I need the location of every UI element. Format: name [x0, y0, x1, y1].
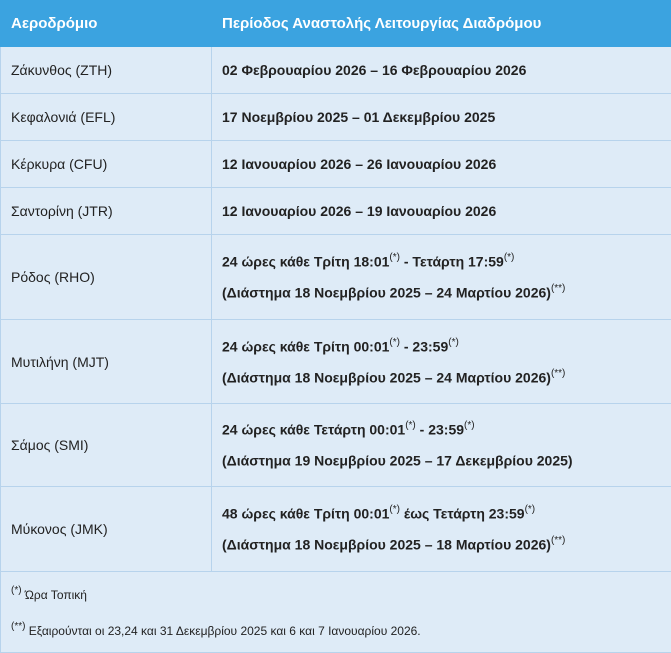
schedule-line: [222, 253, 671, 270]
interval-text: (Διάστημα 18 Νοεμβρίου 2025 – 24 Μαρτίου 2026): [222, 369, 551, 385]
period-cell: [212, 320, 671, 404]
table-row: [1, 487, 671, 572]
airport-cell: Κεφαλονιά (EFL): [1, 94, 212, 141]
schedule-end: - 23:59: [416, 422, 464, 438]
airport-cell: Σάμος (SMI): [1, 404, 212, 487]
footnote-marker: (**): [551, 368, 565, 379]
period-cell: [212, 404, 671, 487]
table-row: [1, 235, 671, 320]
interval-line: [222, 536, 671, 553]
schedule-start: 24 ώρες κάθε Τρίτη 00:01: [222, 339, 389, 355]
footnote-marker: (*): [464, 420, 475, 431]
period-cell: 12 Ιανουαρίου 2026 – 19 Ιανουαρίου 2026: [212, 188, 671, 235]
notes-cell: [1, 572, 671, 653]
footnote-marker: (*): [11, 585, 22, 596]
interval-line: [222, 369, 671, 386]
airport-cell: Σαντορίνη (JTR): [1, 188, 212, 235]
airport-cell: Κέρκυρα (CFU): [1, 141, 212, 188]
interval-text: (Διάστημα 18 Νοεμβρίου 2025 – 18 Μαρτίου 2026): [222, 537, 551, 553]
period-cell: [212, 235, 671, 320]
header-airport: Αεροδρόμιο: [1, 1, 212, 47]
header-period: Περίοδος Αναστολής Λειτουργίας Διαδρόμου: [212, 1, 671, 47]
footnote-marker: (*): [405, 420, 416, 431]
schedule-start: 24 ώρες κάθε Τετάρτη 00:01: [222, 422, 405, 438]
table-header-row: [1, 1, 671, 47]
airport-cell: Ζάκυνθος (ZTH): [1, 47, 212, 94]
table-row: [1, 320, 671, 404]
airport-cell: Ρόδος (RHO): [1, 235, 212, 320]
airport-cell: Μυτιλήνη (MJT): [1, 320, 212, 404]
interval-line: [222, 284, 671, 301]
notes-row: [1, 572, 671, 653]
footnote-exceptions: [11, 622, 671, 638]
interval-text: (Διάστημα 18 Νοεμβρίου 2025 – 24 Μαρτίου 2026): [222, 285, 551, 301]
schedule-end: έως Τετάρτη 23:59: [400, 506, 525, 522]
table-row: [1, 404, 671, 487]
schedule-end: - 23:59: [400, 339, 448, 355]
period-cell: 17 Νοεμβρίου 2025 – 01 Δεκεμβρίου 2025: [212, 94, 671, 141]
footnote-marker: (*): [448, 337, 459, 348]
table-row: [1, 188, 671, 235]
footnote-marker: (*): [389, 337, 400, 348]
footnote-marker: (*): [525, 504, 536, 515]
schedule-line: [222, 338, 671, 355]
footnote-text: Ώρα Τοπική: [22, 588, 87, 602]
footnote-text: Εξαιρούνται οι 23,24 και 31 Δεκεμβρίου 2025 και 6 και 7 Ιανουαρίου 2026.: [25, 624, 420, 638]
table-row: [1, 94, 671, 141]
footnote-marker: (**): [551, 283, 565, 294]
footnote-marker: (*): [389, 504, 400, 515]
footnote-marker: (**): [11, 621, 25, 632]
interval-text: (Διάστημα 19 Νοεμβρίου 2025 – 17 Δεκεμβρίου 2025): [222, 453, 573, 469]
footnote-marker: (**): [551, 535, 565, 546]
schedule-start: 48 ώρες κάθε Τρίτη 00:01: [222, 506, 389, 522]
airport-cell: Μύκονος (JMK): [1, 487, 212, 572]
period-cell: 12 Ιανουαρίου 2026 – 26 Ιανουαρίου 2026: [212, 141, 671, 188]
schedule-start: 24 ώρες κάθε Τρίτη 18:01: [222, 254, 389, 270]
footnote-marker: (*): [389, 252, 400, 263]
period-cell: [212, 487, 671, 572]
schedule-end: - Τετάρτη 17:59: [400, 254, 504, 270]
schedule-line: [222, 421, 671, 438]
period-cell: 02 Φεβρουαρίου 2026 – 16 Φεβρουαρίου 2026: [212, 47, 671, 94]
footnote-local-time: [11, 586, 671, 602]
table-row: [1, 141, 671, 188]
interval-line: [222, 452, 671, 469]
schedule-line: [222, 505, 671, 522]
footnote-marker: (*): [504, 252, 515, 263]
table-row: [1, 47, 671, 94]
